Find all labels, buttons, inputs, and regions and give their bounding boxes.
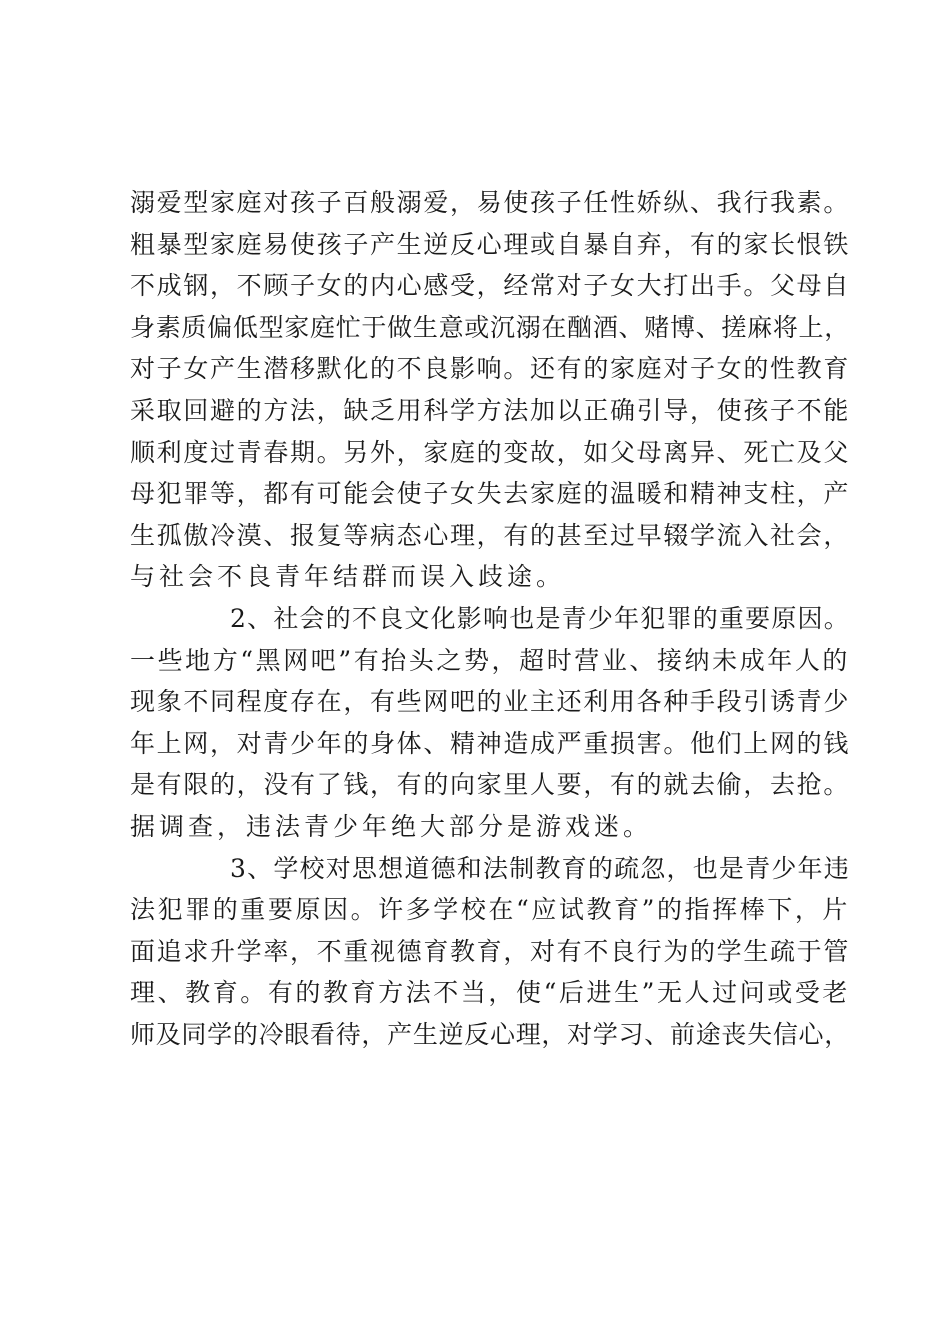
text-line: 粗暴型家庭易使孩子产生逆反心理或自暴自弃，有的家长恨铁 <box>130 229 850 259</box>
text-line: 对子女产生潜移默化的不良影响。还有的家庭对子女的性教育 <box>130 354 850 384</box>
text-line: 法犯罪的重要原因。许多学校在“应试教育”的指挥棒下，片 <box>130 895 850 925</box>
text-line: 是有限的，没有了钱，有的向家里人要，有的就去偷，去抢。 <box>130 770 850 800</box>
text-line: 师及同学的冷眼看待，产生逆反心理，对学习、前途丧失信心， <box>130 1019 850 1049</box>
text-line: 据调查，违法青少年绝大部分是游戏迷。 <box>130 811 653 841</box>
text-line: 顺利度过青春期。另外，家庭的变故，如父母离异、死亡及父 <box>130 437 850 467</box>
text-line: 采取回避的方法，缺乏用科学方法加以正确引导，使孩子不能 <box>130 395 850 425</box>
body-text <box>130 182 850 1055</box>
text-line: 不成钢，不顾子女的内心感受，经常对子女大打出手。父母自 <box>130 271 850 301</box>
text-line: 生孤傲冷漠、报复等病态心理，有的甚至过早辍学流入社会， <box>130 520 850 550</box>
text-line: 母犯罪等，都有可能会使子女失去家庭的温暖和精神支柱，产 <box>130 479 850 509</box>
text-line: 身素质偏低型家庭忙于做生意或沉溺在酗酒、赌博、搓麻将上， <box>130 312 850 342</box>
paragraph-first-line: 2、社会的不良文化影响也是青少年犯罪的重要原因。 <box>230 603 850 633</box>
text-line: 溺爱型家庭对孩子百般溺爱，易使孩子任性娇纵、我行我素。 <box>130 188 850 217</box>
text-line: 现象不同程度存在，有些网吧的业主还利用各种手段引诱青少 <box>130 687 850 717</box>
text-line: 年上网，对青少年的身体、精神造成严重损害。他们上网的钱 <box>130 728 850 758</box>
text-line: 一些地方“黑网吧”有抬头之势，超时营业、接纳未成年人的 <box>130 645 850 675</box>
text-line: 理、教育。有的教育方法不当，使“后进生”无人过问或受老 <box>130 978 850 1008</box>
paragraph-first-line: 3、学校对思想道德和法制教育的疏忽，也是青少年违 <box>230 853 850 883</box>
text-line: 面追求升学率，不重视德育教育，对有不良行为的学生疏于管 <box>130 936 850 966</box>
text-line: 与社会不良青年结群而误入歧途。 <box>130 562 566 592</box>
